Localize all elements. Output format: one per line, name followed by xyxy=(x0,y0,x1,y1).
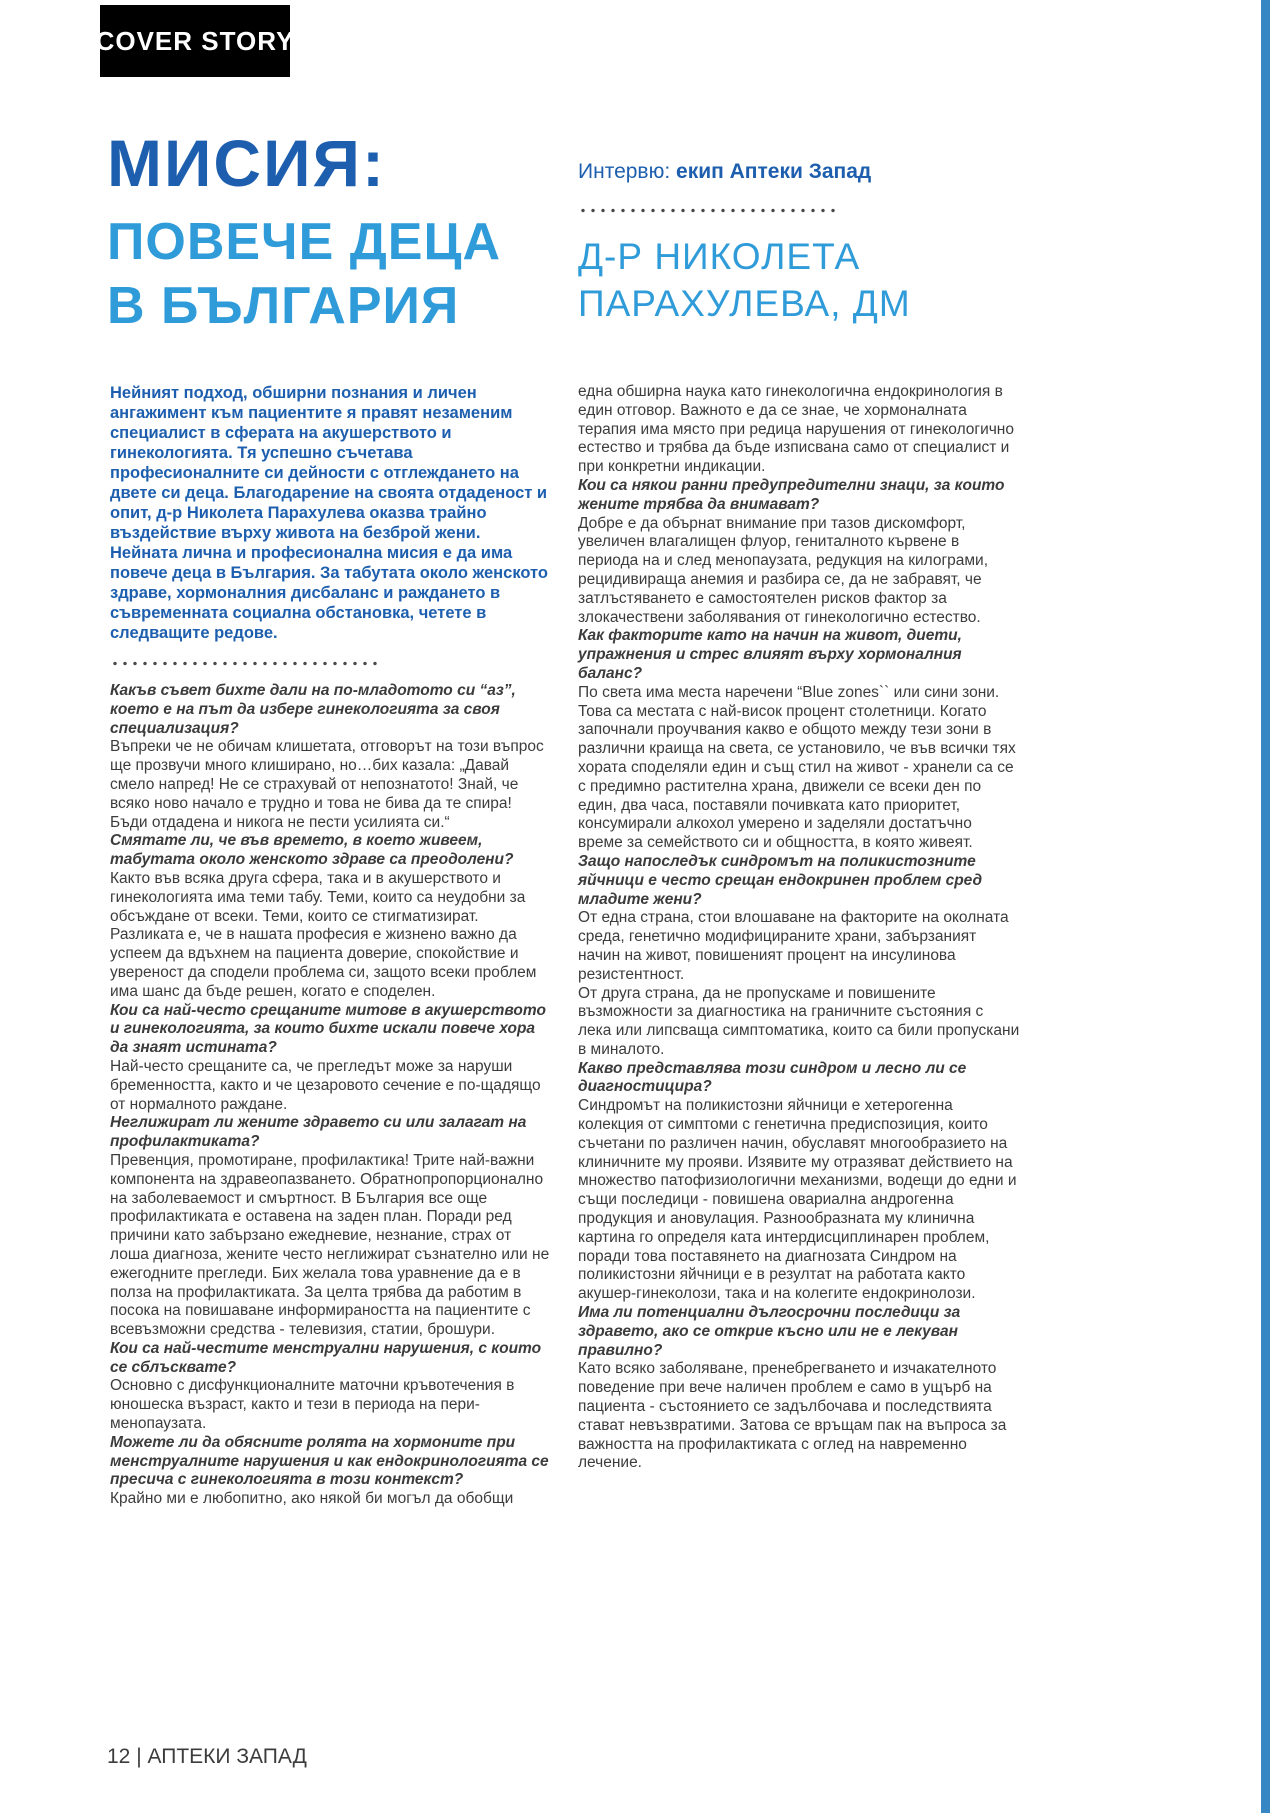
interview-question: Какво представлява този синдром и лесно ли се диагностицира? xyxy=(578,1059,967,1096)
interview-question: Защо напоследък синдромът на поликистозните яйчници е често срещан ендокринен проблем сред младите жени? xyxy=(578,852,983,908)
interview-answer: Като всяко заболяване, пренебрегването и изчакателното поведение при вече наличен проблем е само в ущърб на пациента - състоянието се задълбочава и последствията стават невъзвратими. Затова се връщам пак на въпроса за важността на профилактиката с оглед на навременно лечение. xyxy=(578,1360,1007,1472)
doctor-name-line-2: ПАРАХУЛЕВА, ДМ xyxy=(578,283,911,324)
interview-answer: От една страна, стои влошаване на факторите на околната среда, генетично модифицираните храни, забързаният начин на живот, повишеният процент на инсулинова резистентност. xyxy=(578,909,1009,983)
interview-answer: От друга страна, да не пропускаме и повишените възможности за диагностика на граничните състояния с лека или липсваща симптоматика, които са били пропускани в миналото. xyxy=(578,984,1020,1058)
right-column xyxy=(578,383,1020,1473)
interview-answer: Както във всяка друга сфера, така и в акушерството и гинекологията има теми табу. Теми, които са неудобни за обсъждане от всеки. Теми, които се стигматизират. Разликата е, че в нашата професия е жизнено важно да успеем да вдъхнем на пациента доверие, спокойствие и увереност да сподели проблема си, защото всеки проблем има шанс да бъде решен, когато е споделен. xyxy=(110,869,537,1000)
doctor-name xyxy=(578,233,1038,327)
interview-answer: Крайно ми е любопитно, ако някой би могъл да обобщи xyxy=(110,1490,514,1508)
qa-right xyxy=(578,383,1020,1473)
interview-question: Неглижират ли жените здравето си или залагат на профилактиката? xyxy=(110,1114,527,1151)
interview-question: Можете ли да обясните ролята на хормоните при менструалните нарушения и как ендокринологията се пресича с гинекологията в този контекст? xyxy=(110,1433,549,1489)
interview-answer: Превенция, промотиране, профилактика! Трите най-важни компонента на здравеопазването. Обратнопропорционално на заболеваемост и смъртност. В България все още профилактиката е оставена на заден план. Поради ред причини като забързано ежедневие, незнание, страх от лоша диагноза, жените често неглижират съзнателно или не ежегодните прегледи. Бих желала това уравнение да е в полза на профилактиката. За целта трябва да работим в посока на повишаване информираността на пациентите с всевъзможни средства - телевизия, статии, брошури. xyxy=(110,1151,550,1339)
title-line-1: МИСИЯ: xyxy=(107,126,386,200)
byline-team: екип Аптеки Запад xyxy=(676,160,872,183)
lead-paragraph: Нейният подход, обширни познания и личен ангажимент към пациентите я правят незаменим специалист в сферата на акушерството и гинекологията. Тя успешно съчетава професионалните си дейности с отглеждането на двете си деца. Благодарение на своята отдаденост и опит, д-р Николета Парахулева оказва трайно въздействие върху живота на безброй жени. Нейната лична и професионална мисия е да има повече деца в България. За табутата около женското здраве, хормоналния дисбаланс и раждането в съвременната социална обстановка, четете в следващите редове. xyxy=(110,384,548,642)
title-line-3: В БЪЛГАРИЯ xyxy=(107,277,460,335)
interview-question: Кои са най-често срещаните митове в акушерството и гинекологията, за които бихте искали повече хора да знаят истината? xyxy=(110,1001,546,1057)
interview-answer: По света има места наречени “Blue zones`` или сини зони. Това са местата с най-висок процент столетници. Когато започнали проучвания какво е общото между тези зони в различни краища на света, се установило, че във всички тях хората споделяли един и същ стил на живот - хранели са се с предимно растителна храна, движели се всеки ден по един, два часа, поставяли почивката като приоритет, консумирали алкохол умерено и заделяли достатъчно време за семейството си и общността, в която живеят. xyxy=(578,683,1016,852)
page-footer xyxy=(107,1745,307,1769)
interview-answer: Синдромът на поликистозни яйчници е хетерогенна колекция от симптоми с генетична предиспозиция, които съчетани по различен начин, обуславят многообразието на клиничните му прояви. Изявите му отразяват действието на множество патофизиологични механизми, водещи до едни и същи последици - повишена овариална андрогенна продукция и ановулация. Разнообразната му клинична картина го определя ката интердисциплинарен проблем, поради това поставянето на диагнозата Синдром на поликистозни яйчници е в резултат на работата както акушер-гинеколози, така и на колегите ендокринолози. xyxy=(578,1097,1017,1303)
article-title xyxy=(107,128,567,338)
cover-story-badge xyxy=(95,5,295,77)
interview-answer: Въпреки че не обичам клишетата, отговорът на този въпрос ще прозвучи много клиширано, но…бих казала: „Давай смело напред! Не се страхувай от непознатото! Знай, че всяко ново начало е трудно и това не бива да те спира! Бъди отдадена и никога не пести усилията си.“ xyxy=(110,738,544,831)
interview-question: Какъв съвет бихте дали на по-младотото си “аз”, което е на път да избере гинекологията за своя специализация? xyxy=(110,682,516,737)
dotted-separator xyxy=(578,208,836,213)
byline-prefix: Интервю: xyxy=(578,160,677,183)
interview-question: Има ли потенциални дългосрочни последици за здравето, ако се открие късно или не е лекуван правилно? xyxy=(578,1304,961,1359)
byline-block xyxy=(578,160,1038,327)
interview-answer: Добре е да обърнат внимание при тазов дискомфорт, увеличен влагалищен флуор, гениталното кървене в периода на и след менопаузата, редукция на килограми, рецидивираща анемия и разбира се, да не забравят, че затлъстяването е самостоятелен рисков фактор за злокачествени заболявания от гинекологично естество. xyxy=(578,514,989,626)
interview-answer: Най-често срещаните са, че прегледът може за наруши бременността, както и че цезаровото сечение е по-щадящо от нормалното раждане. xyxy=(110,1057,541,1113)
left-column xyxy=(110,383,552,1509)
title-line-2: ПОВЕЧЕ ДЕЦА xyxy=(107,213,501,271)
dotted-separator xyxy=(110,661,382,666)
interview-answer: Основно с дисфункционалните маточни кръвотечения в юношеска възраст, както и тези в периода на пери-менопаузата. xyxy=(110,1377,515,1433)
interview-question: Смятате ли, че във времето, в което живеем, табутата около женското здраве са преодолени? xyxy=(110,832,514,869)
byline xyxy=(578,160,1038,184)
interview-question: Кои са някои ранни предупредителни знаци, за които жените трябва да внимават? xyxy=(578,476,1005,513)
doctor-name-line-1: Д-Р НИКОЛЕТА xyxy=(578,236,861,277)
page-number-and-magazine: 12 | АПТЕКИ ЗАПАД xyxy=(107,1745,307,1768)
page-edge-accent-bar xyxy=(1261,0,1270,1813)
interview-question: Кои са най-честите менструални нарушения, с които се сблъсквате? xyxy=(110,1339,542,1376)
interview-answer: една обширна наука като гинекологична ендокринология в един отговор. Важното е да се знае, че хормоналната терапия има място при редица нарушения от гинекологично естество и трябва да бъде изписвана само от специалист и при конкретни индикации. xyxy=(578,383,1014,476)
interview-question: Как факторите като на начин на живот, диети, упражнения и стрес влияят върху хормоналния баланс? xyxy=(578,627,962,682)
cover-story-label: COVER STORY xyxy=(95,25,295,56)
qa-left xyxy=(110,682,552,1509)
